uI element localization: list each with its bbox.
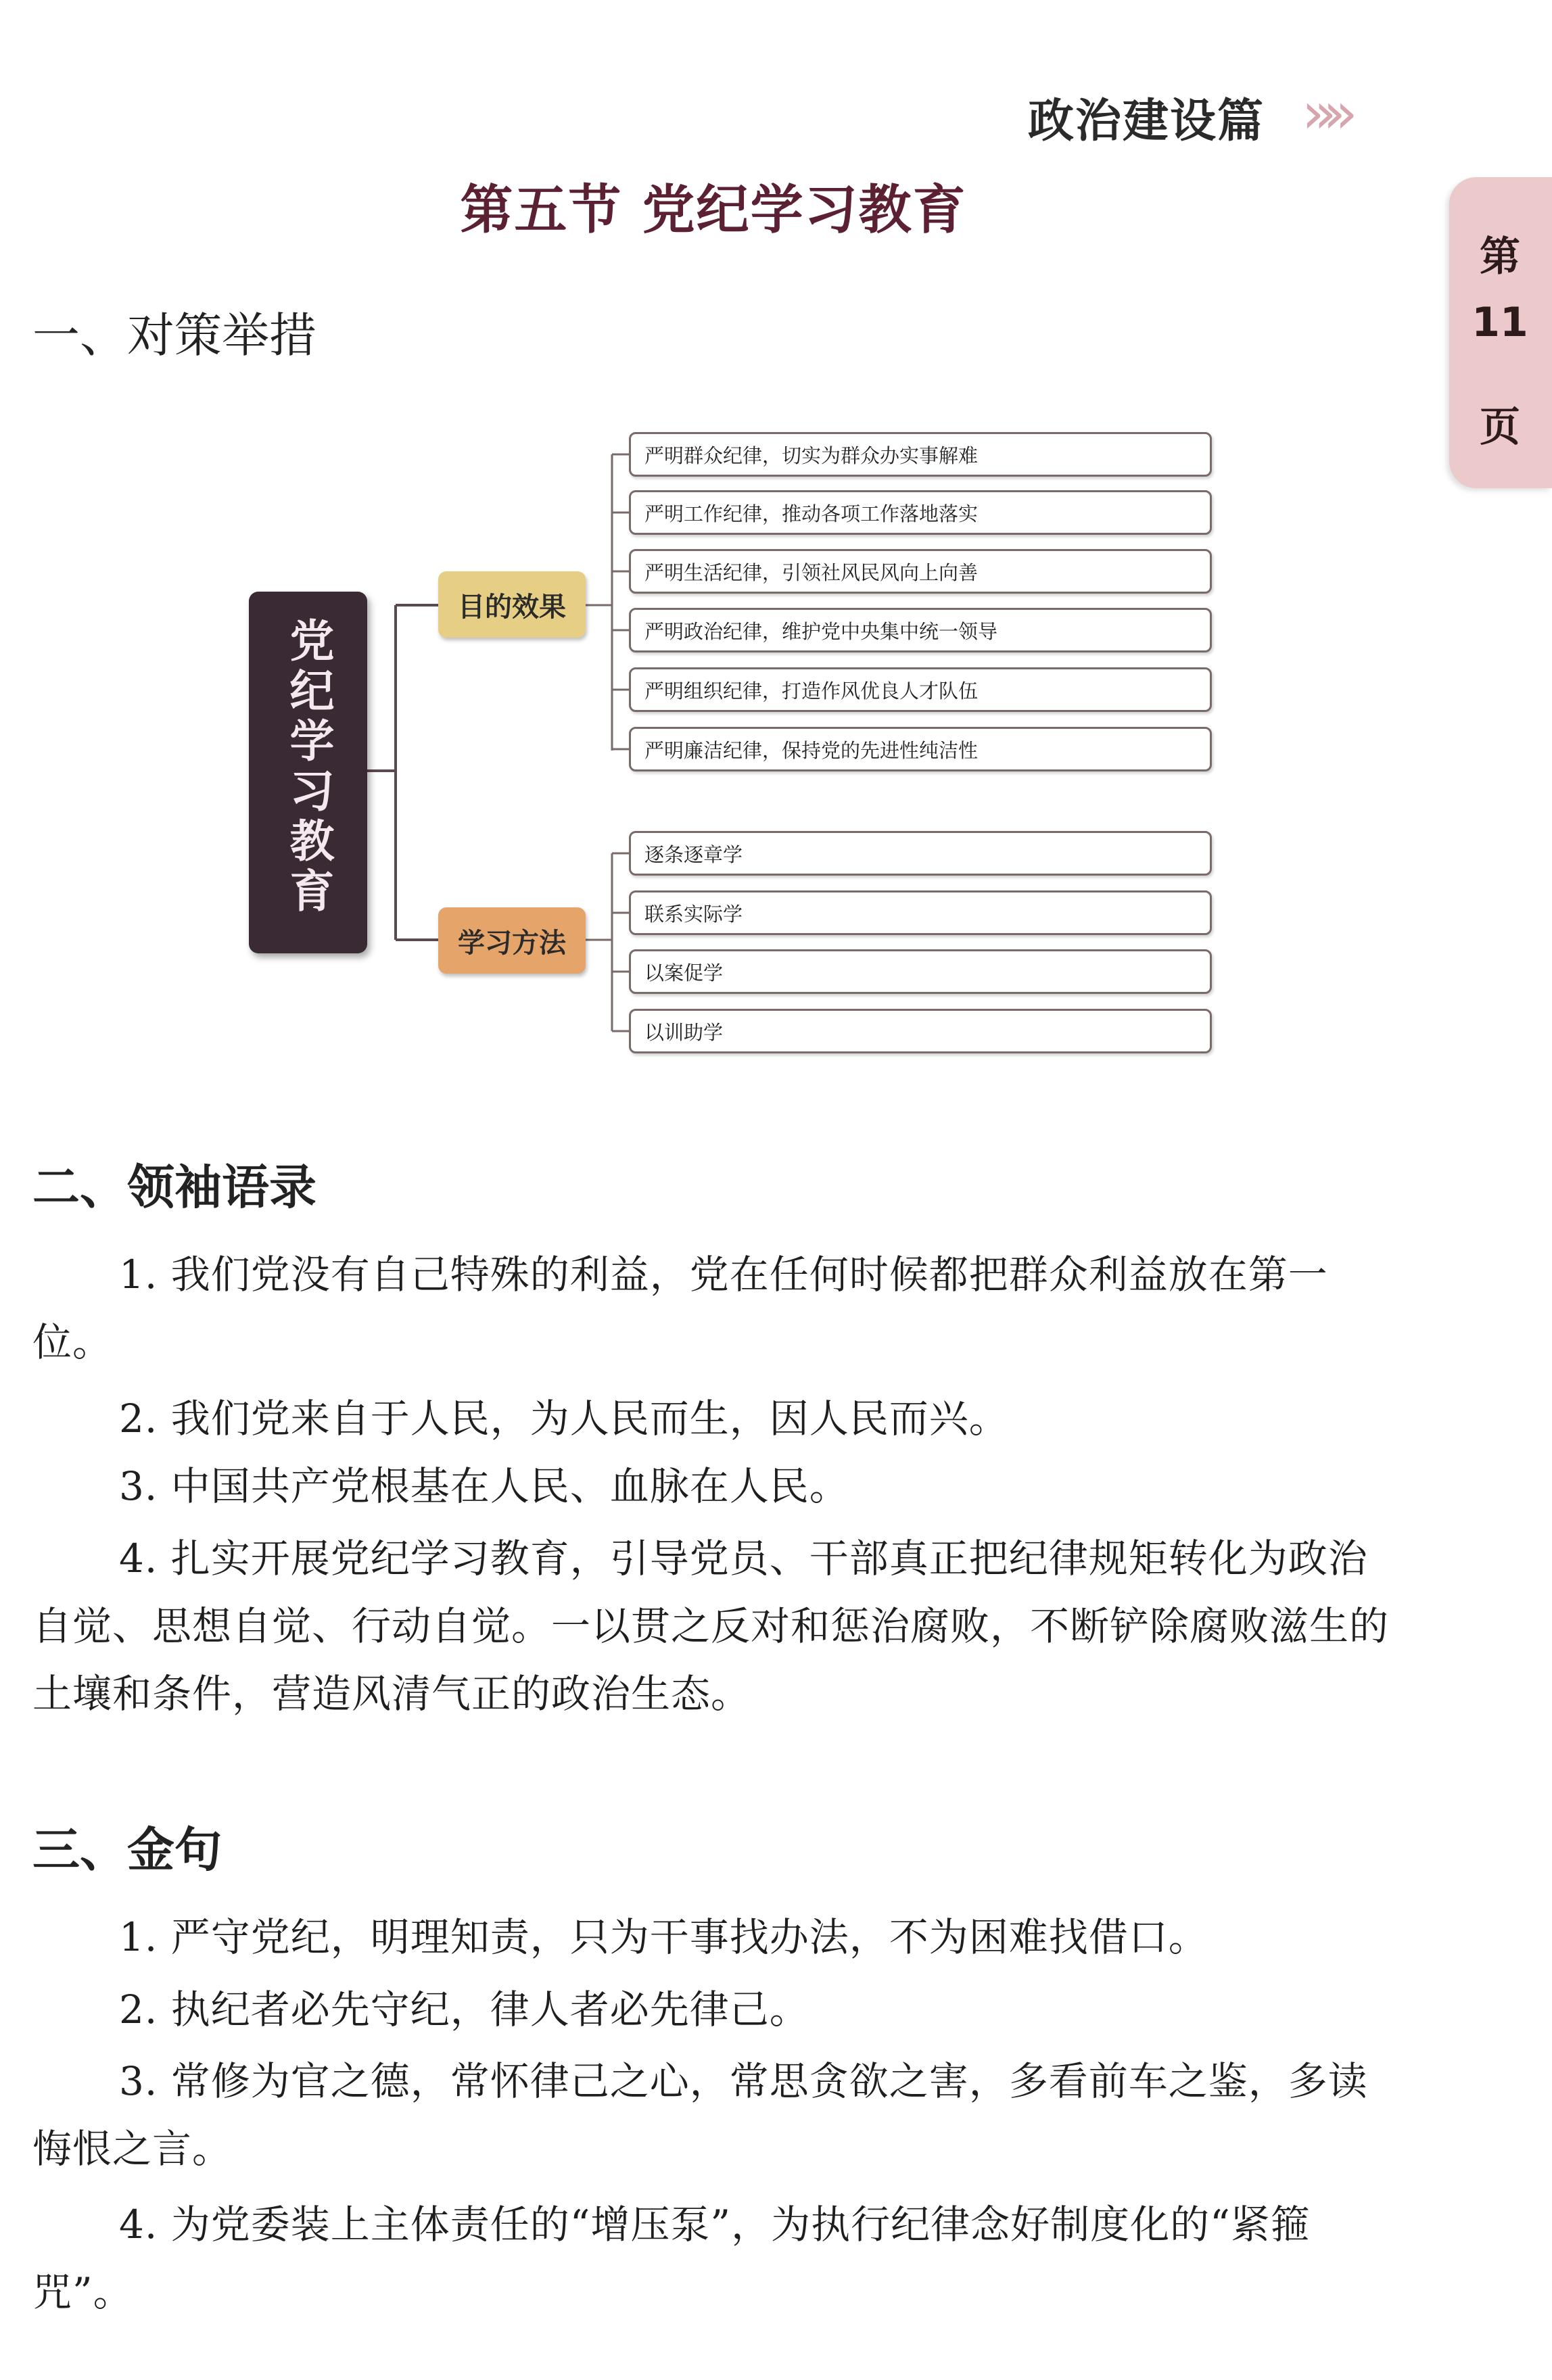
mindmap-leaf: 严明工作纪律，推动各项工作落地落实 (629, 490, 1212, 535)
mindmap-leaf: 严明廉洁纪律，保持党的先进性纯洁性 (629, 727, 1212, 771)
mindmap-leaf: 严明群众纪律，切实为群众办实事解难 (629, 432, 1212, 477)
mindmap-branch-purpose: 目的效果 (438, 571, 586, 638)
golden-sentence: 1. 严守党纪，明理知责，只为干事找办法，不为困难找借口。 (119, 1914, 1208, 1960)
quote-paragraph: 1. 我们党没有自己特殊的利益，党在任何时候都把群众利益放在第一位。 (32, 1252, 1328, 1365)
section-title: 第五节 党纪学习教育 (460, 180, 967, 241)
mindmap-root-label: 党纪学习教育 (282, 617, 334, 918)
heading-leader-quotes: 二、领袖语录 (32, 1160, 316, 1215)
side-tab-suffix: 页 (1480, 404, 1520, 451)
quote-paragraph: 3. 中国共产党根基在人民、血脉在人民。 (119, 1463, 849, 1509)
mindmap-branch-methods: 学习方法 (438, 907, 586, 974)
quote-paragraph: 2. 我们党来自于人民，为人民而生，因人民而兴。 (119, 1396, 1009, 1442)
heading-countermeasures: 一、对策举措 (32, 308, 316, 363)
mindmap-root (249, 592, 367, 953)
golden-sentence: 3. 常修为官之德，常怀律己之心，常思贪欲之害，多看前车之鉴，多读悔恨之言。 (32, 2058, 1368, 2172)
chapter-header-title: 政治建设篇 (1028, 95, 1265, 148)
mindmap-leaf: 以案促学 (629, 949, 1212, 994)
quote-paragraph: 4. 扎实开展党纪学习教育，引导党员、干部真正把纪律规矩转化为政治自觉、思想自觉、行动自觉。一以贯之反对和惩治腐败，不断铲除腐败滋生的土壤和条件，营造风清气正的政治生态。 (32, 1536, 1390, 1717)
mindmap-leaf: 严明生活纪律，引领社风民风向上向善 (629, 549, 1212, 594)
golden-sentence: 2. 执纪者必先守纪，律人者必先律己。 (119, 1986, 809, 2032)
mindmap-leaf: 联系实际学 (629, 890, 1212, 935)
chevron-right-icon: »» (1302, 80, 1344, 146)
mindmap-leaf: 以训助学 (629, 1009, 1212, 1053)
side-tab-prefix: 第 (1480, 233, 1520, 281)
mindmap-leaf: 严明政治纪律，维护党中央集中统一领导 (629, 608, 1212, 652)
mindmap-leaf: 严明组织纪律，打造作风优良人才队伍 (629, 667, 1212, 712)
golden-sentence: 4. 为党委装上主体责任的“增压泵”，为执行纪律念好制度化的“紧箍咒”。 (32, 2202, 1311, 2315)
side-tab-page-number: 11 (1472, 299, 1528, 346)
mindmap-leaf: 逐条逐章学 (629, 831, 1212, 876)
heading-golden-sentences: 三、金句 (32, 1822, 222, 1878)
